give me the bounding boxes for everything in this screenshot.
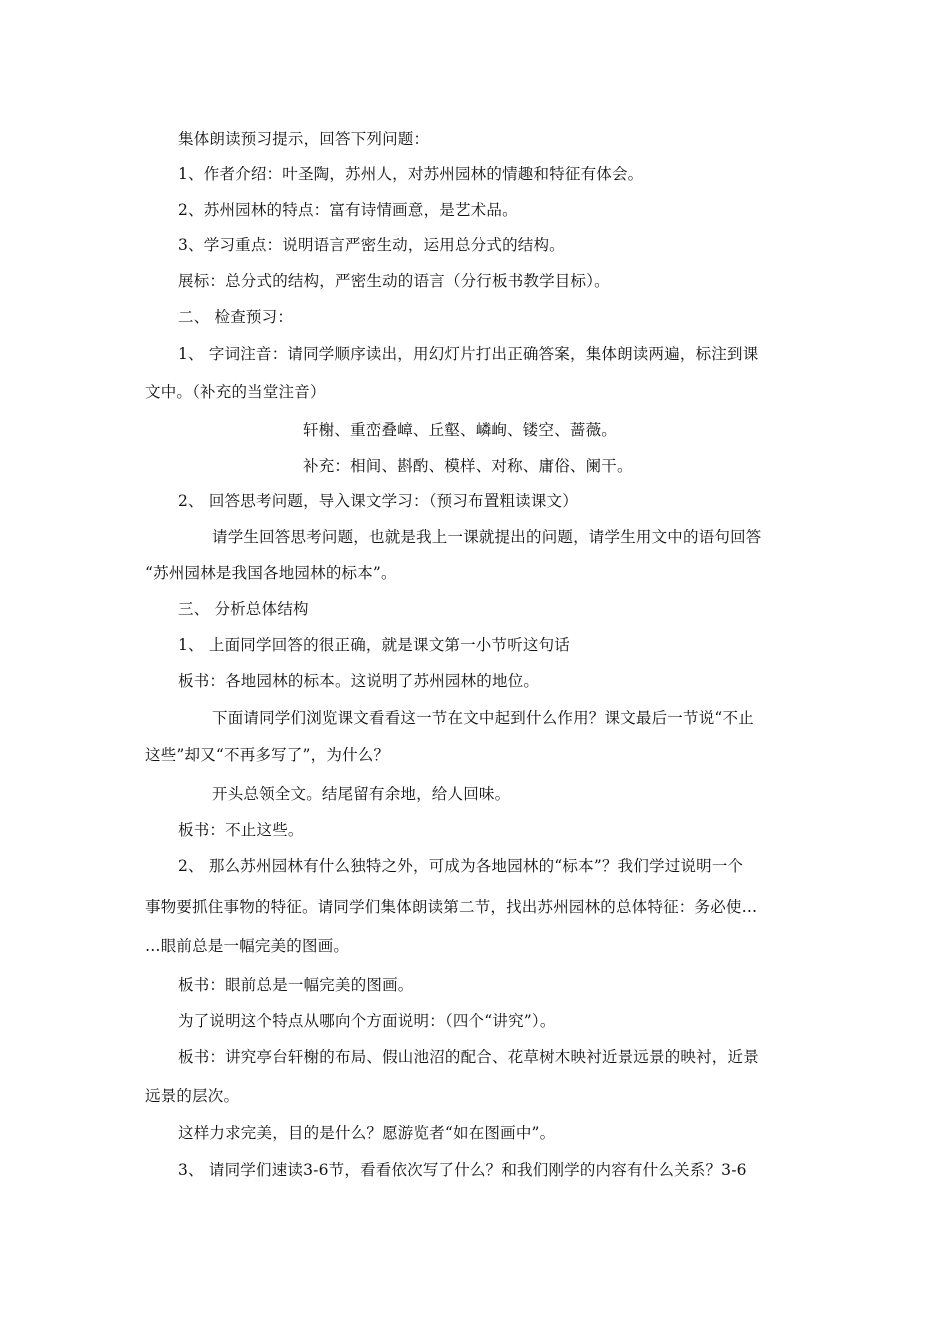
- text-line: 2、 回答思考问题，导入课文学习：（预习布置粗读课文）: [178, 492, 578, 510]
- text-line: 3、 请同学们速读3-6节，看看依次写了什么？和我们刚学的内容有什么关系？3-6: [178, 1161, 747, 1179]
- text-line: 这些”却又“不再多写了”，为什么？: [145, 746, 390, 764]
- text-line: 板书：讲究亭台轩榭的布局、假山池沼的配合、花草树木映衬近景远景的映衬，近景: [178, 1048, 759, 1066]
- section-heading: 二、 检查预习：: [178, 308, 294, 326]
- text-line: …眼前总是一幅完美的图画。: [145, 937, 350, 955]
- text-line: 开头总领全文。结尾留有余地，给人回味。: [212, 785, 511, 803]
- text-line: 2、苏州园林的特点：富有诗情画意，是艺术品。: [178, 201, 518, 219]
- section-heading: 三、 分析总体结构: [178, 600, 309, 618]
- text-line: 远景的层次。: [145, 1087, 240, 1105]
- text-line: 这样力求完美，目的是什么？愿游览者“如在图画中”。: [178, 1124, 556, 1142]
- text-line: 文中。（补充的当堂注音）: [145, 383, 326, 401]
- text-line: “苏州园林是我国各地园林的标本”。: [145, 564, 397, 582]
- text-line: 2、 那么苏州园林有什么独特之外，可成为各地园林的“标本”？我们学过说明一个: [178, 857, 744, 875]
- text-line: 展标：总分式的结构，严密生动的语言（分行板书教学目标）。: [178, 272, 610, 290]
- word-list: 补充：相间、斟酌、模样、对称、庸俗、阑干。: [303, 457, 633, 475]
- word-list: 轩榭、重峦叠嶂、丘壑、嶙峋、镂空、蔷薇。: [303, 421, 618, 439]
- text-line: 3、学习重点：说明语言严密生动，运用总分式的结构。: [178, 236, 565, 254]
- text-line: 1、 上面同学回答的很正确，就是课文第一小节听这句话: [178, 636, 570, 654]
- text-line: 1、作者介绍：叶圣陶，苏州人，对苏州园林的情趣和特征有体会。: [178, 165, 644, 183]
- text-line: 板书：眼前总是一幅完美的图画。: [178, 976, 414, 994]
- text-line: 集体朗读预习提示，回答下列问题：: [178, 130, 430, 148]
- text-line: 板书：各地园林的标本。这说明了苏州园林的地位。: [178, 672, 540, 690]
- text-line: 请学生回答思考问题，也就是我上一课就提出的问题，请学生用文中的语句回答: [212, 528, 762, 546]
- text-line: 为了说明这个特点从哪向个方面说明：（四个“讲究”）。: [178, 1012, 556, 1030]
- text-line: 板书：不止这些。: [178, 821, 304, 839]
- text-line: 事物要抓住事物的特征。请同学们集体朗读第二节，找出苏州园林的总体特征：务必使…: [145, 898, 758, 916]
- text-line: 1、 字词注音：请同学顺序读出，用幻灯片打出正确答案，集体朗读两遍，标注到课: [178, 345, 759, 363]
- text-line: 下面请同学们浏览课文看看这一节在文中起到什么作用？课文最后一节说“不止: [212, 709, 754, 727]
